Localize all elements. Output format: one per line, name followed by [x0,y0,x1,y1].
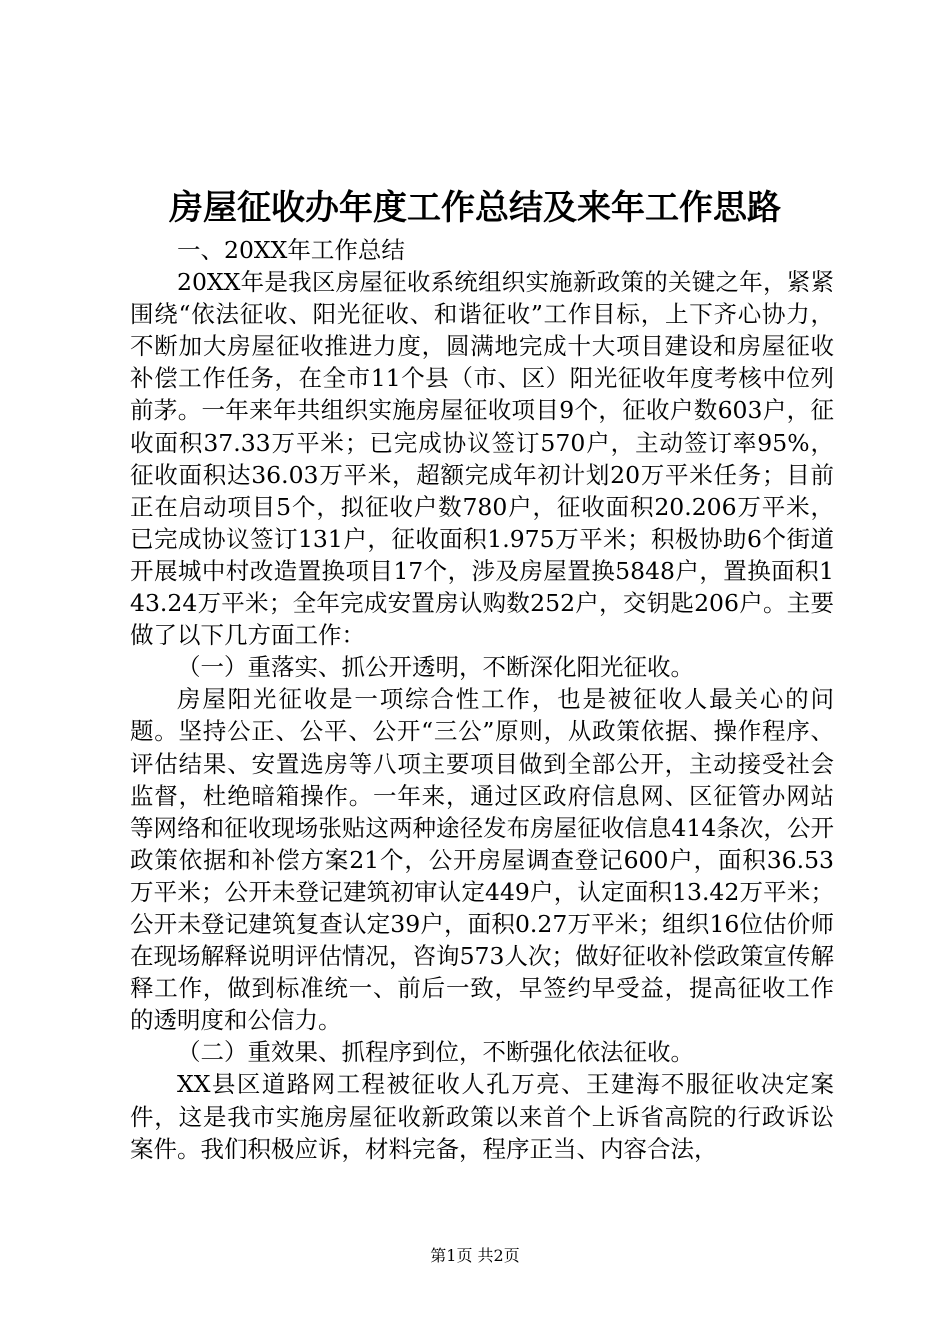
section-heading: 一、20XX年工作总结 [177,236,405,264]
body-paragraph: 房屋阳光征收是一项综合性工作，也是被征收人最关心的问题。坚持公正、公平、公开“三公”原则，从政策依据、操作程序、评估结果、安置选房等八项主要项目做到全部公开，主动接受社会监督，杜绝暗箱操作。一年来，通过区政府信息网、区征管办网站等网络和征收现场张贴这两种途径发布房屋征收信息414条次，公开政策依据和补偿方案21个，公开房屋调查登记600户，面积36.53万平米；公开未登记建筑初审认定449户，认定面积13.42万平米；公开未登记建筑复查认定39户，面积0.27万平米；组织16位估价师在现场解释说明评估情况，咨询573人次；做好征收补偿政策宣传解释工作，做到标准统一、前后一致，早签约早受益，提高征收工作的透明度和公信力。 [130,685,834,1035]
page-number-footer: 第1页 共2页 [430,1246,520,1265]
body-paragraph: XX县区道路网工程被征收人孔万亮、王建海不服征收决定案件，这是我市实施房屋征收新政策以来首个上诉省高院的行政诉讼案件。我们积极应诉，材料完备，程序正当、内容合法， [130,1070,834,1163]
document-title: 房屋征收办年度工作总结及来年工作思路 [169,188,781,228]
body-paragraph: 20XX年是我区房屋征收系统组织实施新政策的关键之年，紧紧围绕“依法征收、阳光征收、和谐征收”工作目标，上下齐心协力，不断加大房屋征收推进力度，圆满地完成十大项目建设和房屋征收补偿工作任务，在全市11个县（市、区）阳光征收年度考核中位列前茅。一年来年共组织实施房屋征收项目9个，征收户数603户，征收面积37.33万平米；已完成协议签订570户，主动签订率95%，征收面积达36.03万平米，超额完成年初计划20万平米任务；目前正在启动项目5个，拟征收户数780户，征收面积20.206万平米，已完成协议签订131户，征收面积1.975万平米；积极协助6个街道开展城中村改造置换项目17个，涉及房屋置换5848户，置换面积143.24万平米；全年完成安置房认购数252户，交钥匙206户。主要做了以下几方面工作： [130,268,834,650]
subsection-heading: （一）重落实、抓公开透明，不断深化阳光征收。 [177,653,694,682]
document-body [130,234,834,1165]
subsection-heading: （二）重效果、抓程序到位，不断强化依法征收。 [177,1038,694,1067]
